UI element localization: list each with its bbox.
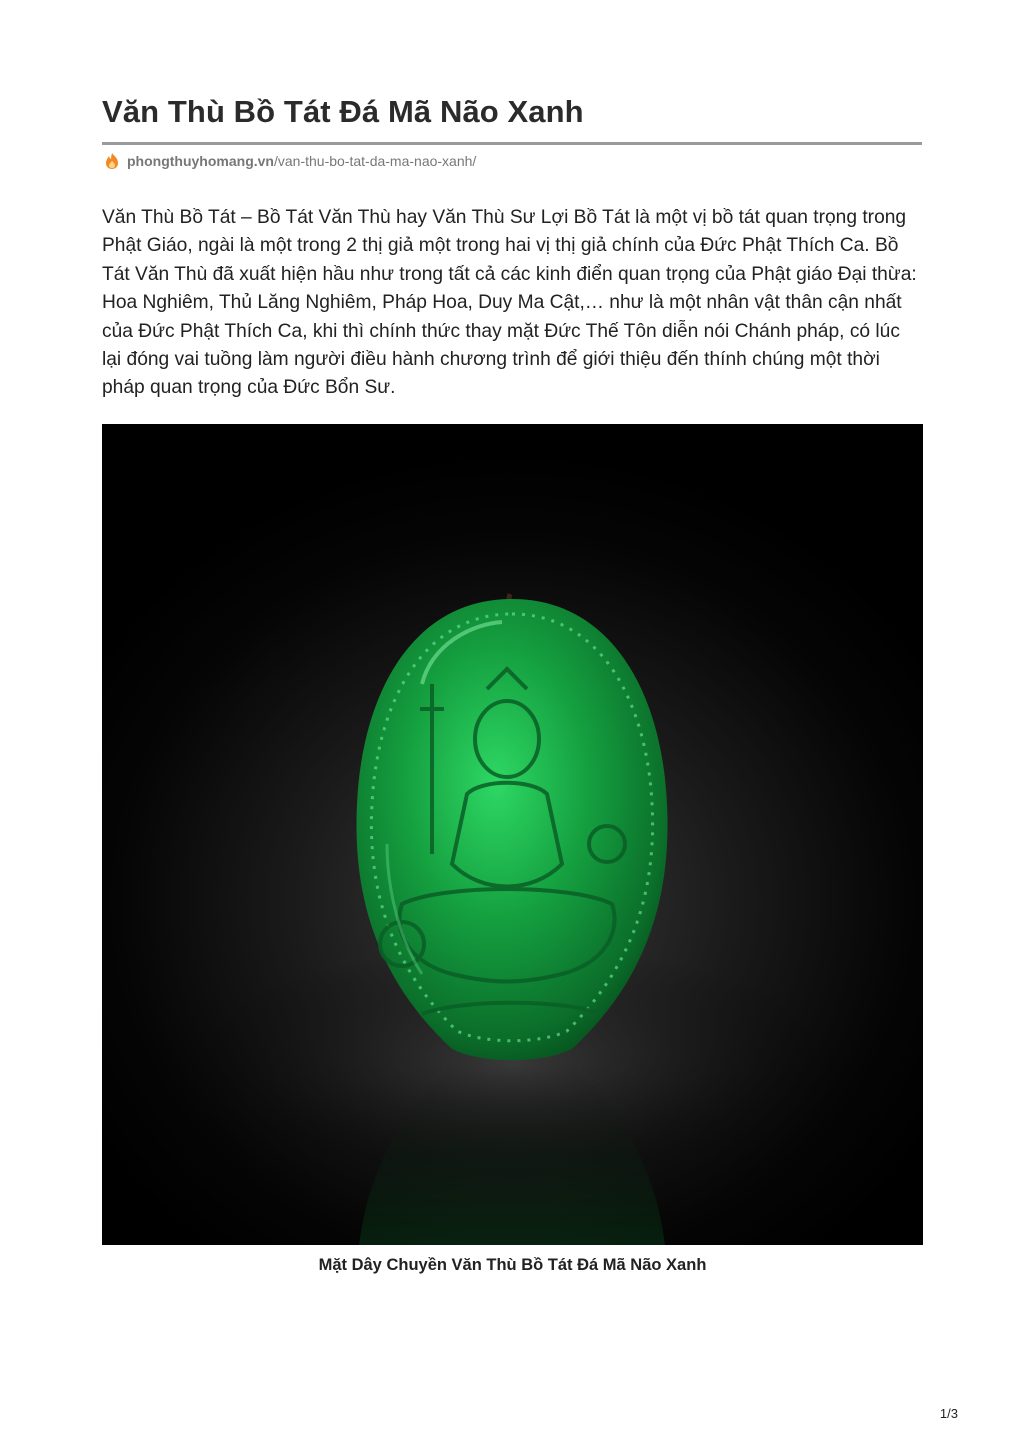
source-path[interactable]: /van-thu-bo-tat-da-ma-nao-xanh/ <box>273 153 477 169</box>
body-paragraph: Văn Thù Bồ Tát – Bồ Tát Văn Thù hay Văn Thù Sư Lợi Bồ Tát là một vị bồ tát quan trọng trong Phật Giáo, ngài là một trong 2 thị giả một trong hai vị thị giả chính của Đức Phật Thích Ca. Bồ Tát Văn Thù đã xuất hiện hầu như trong tất cả các kinh điển quan trọng của Phật giáo Đại thừa: Hoa Nghiêm, Thủ Lăng Nghiêm, Pháp Hoa, Duy Ma Cật,… như là một nhân vật thân cận nhất của Đức Phật Thích Ca, khi thì chính thức thay mặt Đức Thế Tôn diễn nói Chánh pháp, có lúc lại đóng vai tuồng làm người điều hành chương trình để giới thiệu đến thính chúng một thời pháp quan trọng của Đức Bổn Sư. <box>102 207 917 399</box>
jade-pendant-photo <box>102 424 923 1245</box>
source-domain[interactable]: phongthuyhomang.vn <box>127 153 274 169</box>
flame-logo-icon <box>104 152 120 170</box>
figure-caption: Mặt Dây Chuyền Văn Thù Bồ Tát Đá Mã Não Xanh <box>318 1256 707 1274</box>
title-divider <box>102 142 922 145</box>
jade-pendant-illustration <box>102 424 923 1245</box>
source-line <box>104 151 476 171</box>
page-number: 1/3 <box>939 1406 958 1421</box>
page-title: Văn Thù Bồ Tát Đá Mã Não Xanh <box>102 94 584 129</box>
